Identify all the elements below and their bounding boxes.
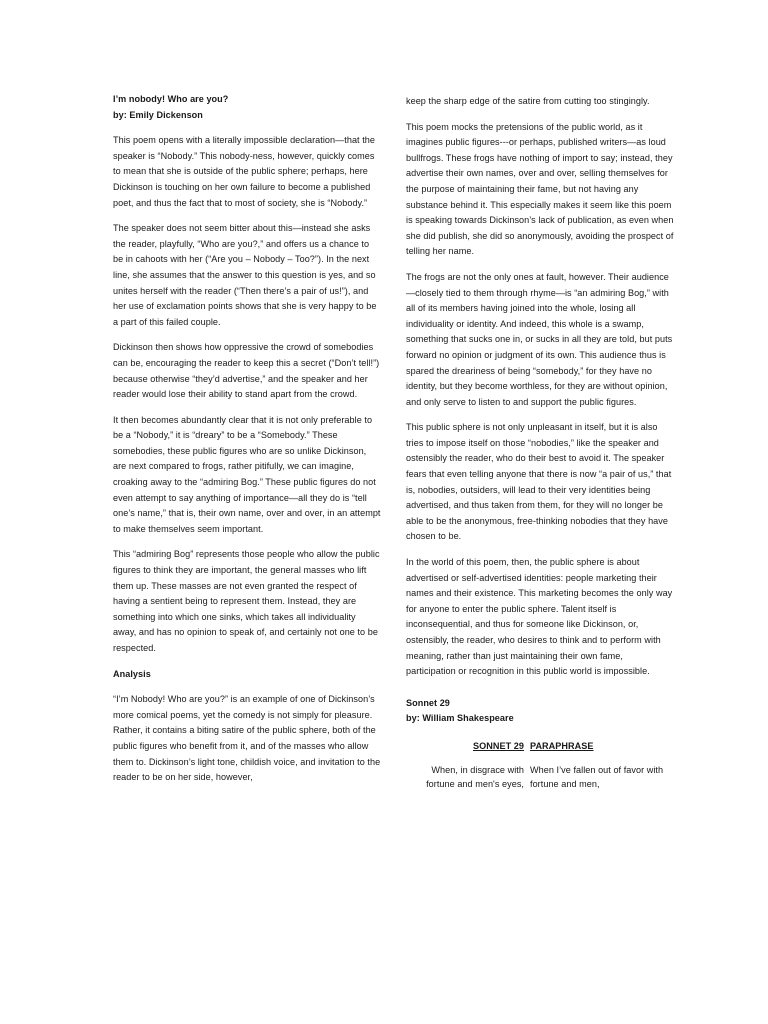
paragraph: In the world of this poem, then, the public sphere is about advertised or self-advertised identities: people marketing their names and their existence. This marketing becomes the only way for anyone to enter the public sphere. Talent itself is inconsequential, and thus for someone like Dickinson, or, ostensibly, the reader, who desires to think and to perform with meaning, rather than just maintaining their own fame, participation or recognition in this public world is impossible. <box>406 557 673 677</box>
sonnet-table <box>406 739 666 791</box>
poem-author: by: Emily Dickenson <box>113 109 203 120</box>
paragraph: This “admiring Bog” represents those people who allow the public figures to think they are important, the general masses who lift them up. These masses are not even granted the respect of having a sentient being to represent them. Instead, they are something into which one sinks, which takes all individuality away, and has no opinion to speak of, and certainly not one to be respected. <box>113 549 380 653</box>
sonnet-line: When, in disgrace with fortune and men's eyes, <box>426 764 524 789</box>
sonnet-title: Sonnet 29 <box>406 697 450 708</box>
poem-title: I’m nobody! Who are you? <box>113 94 229 104</box>
poem-title-block <box>113 92 381 123</box>
paragraph: It then becomes abundantly clear that it is not only preferable to be a “Nobody,” it is “dreary” to be a “Somebody.” These somebodies, these public figures who are so unlike Dickinson, are next compared to frogs, rather pitifully, we can imagine, croaking away to the “admiring Bog.” These public figures do not even attempt to say anything of importance—all they do is “tell one’s name,” that is, their own name, over and over, in an attempt to make themselves seem important. <box>113 414 381 534</box>
table-header-row <box>406 739 666 763</box>
analysis-heading: Analysis <box>113 668 151 679</box>
sonnet-title-block <box>406 696 674 727</box>
sonnet-column-header: SONNET 29 <box>473 740 524 751</box>
paragraph: This poem opens with a literally impossible declaration—that the speaker is “Nobody.” This nobody-ness, however, quickly comes to mean that she is outside of the public sphere; perhaps, here Dickinson is touching on her own failure to become a published poet, and thus the fact that to most of society, she is “Nobody.” <box>113 135 375 208</box>
paragraph: This poem mocks the pretensions of the public world, as it imagines public figures---or perhaps, published writers—as loud bullfrogs. These frogs have nothing of import to say; instead, they advertise their own names, over and over, selling themselves for the purpose of maintaining their fame, but not having any substance behind it. This especially makes it seem like this poem is speaking towards Dickinson’s lack of publication, as even when she did publish, she did so anonymously, avoiding the prospect of telling her name. <box>406 121 674 257</box>
sonnet-author: by: William Shakespeare <box>406 713 514 724</box>
table-row <box>406 763 666 791</box>
left-column <box>113 92 381 796</box>
paraphrase-line: When I’ve fallen out of favor with fortune and men, <box>530 764 664 789</box>
right-column <box>406 94 674 791</box>
paragraph: “I’m Nobody! Who are you?” is an example of one of Dickinson’s more comical poems, yet the comedy is not simply for pleasure. Rather, it contains a biting satire of the public sphere, both of the public figures who benefit from it, and of the masses who allow them to. Dickinson’s light tone, childish voice, and invitation to the reader to be on her side, however, <box>113 694 381 783</box>
paraphrase-column-header: PARAPHRASE <box>530 740 594 751</box>
paragraph: Dickinson then shows how oppressive the crowd of somebodies can be, encouraging the reader to keep this a secret (“Don’t tell!”) because otherwise “they’d advertise,” and the speaker and her reader would lose their ability to stand apart from the crowd. <box>113 342 380 400</box>
paragraph: This public sphere is not only unpleasant in itself, but it is also tries to impose itself on those “nobodies,” like the speaker and ostensibly the reader, who do their best to avoid it. The speaker fears that even telling anyone that there is now “a pair of us,” that is, nobodies, outsiders, will lead to their very identities being advertised, and thus taken from them, for they will no longer be able to be the anonymous, free-thinking nobodies that they have chosen to be. <box>406 422 672 542</box>
paragraph: keep the sharp edge of the satire from cutting too stingingly. <box>406 96 650 106</box>
paragraph: The speaker does not seem bitter about this—instead she asks the reader, playfully, “Who are you?,” and offers us a chance to be in cahoots with her (“Are you – Nobody – Too?”). In the next line, she assumes that the answer to this question is yes, and so unites herself with the reader (“Then there’s a pair of us!”), and her use of exclamation points shows that she is very happy to be a part of this failed couple. <box>113 223 377 327</box>
paragraph: The frogs are not the only ones at fault, however. Their audience—closely tied to them through rhyme—is “an admiring Bog,” with all of its members having joined into the whole, losing all individuality or identity. And indeed, this whole is a swamp, something that sucks one in, or sucks in all they are told, but puts forward no opinion or judgment of its own. This audience thus is spared the dreariness of being “somebody,” for they have no identity, but they become worthless, for they are without opinion, and only serve to listen to and support the public figures. <box>406 271 673 407</box>
